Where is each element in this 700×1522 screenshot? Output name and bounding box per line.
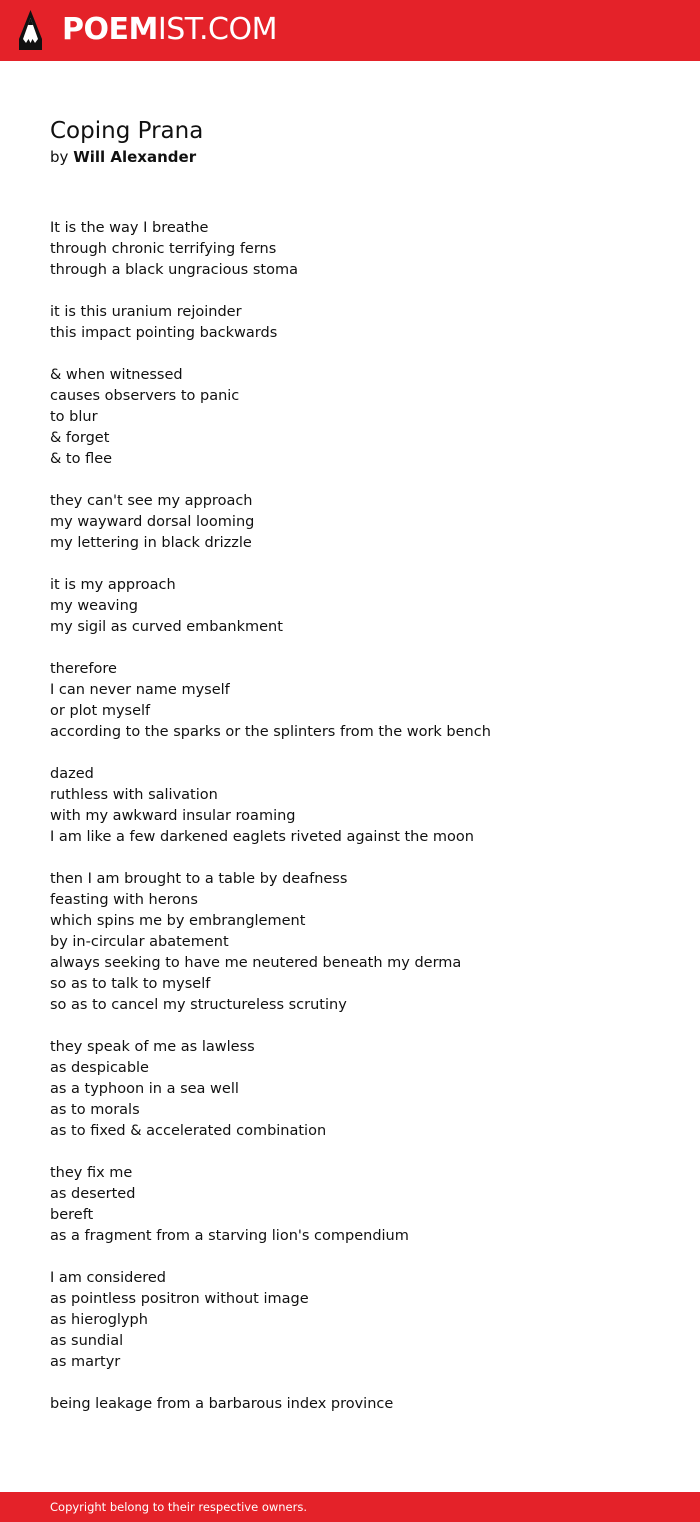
byline — [50, 146, 670, 168]
poem-line: they speak of me as lawless — [50, 1039, 255, 1055]
site-footer — [0, 1492, 700, 1522]
poem-line: or plot myself — [50, 703, 151, 719]
site-logo-text[interactable] — [62, 10, 277, 50]
site-header — [0, 0, 700, 61]
poem-line: ruthless with salivation — [50, 787, 218, 803]
stanza — [50, 1163, 670, 1247]
poem-line: with my awkward insular roaming — [50, 808, 296, 824]
stanza — [50, 1268, 670, 1373]
poem-line: they fix me — [50, 1165, 133, 1181]
brand-bold: POEM — [62, 12, 158, 47]
stanza — [50, 491, 670, 554]
poem-line: as hieroglyph — [50, 1312, 148, 1328]
poem-line: which spins me by embranglement — [50, 913, 306, 929]
poem-line: I am like a few darkened eaglets riveted against the moon — [50, 829, 474, 845]
stanza — [50, 1037, 670, 1142]
poem-body — [50, 218, 670, 1415]
poem-line: feasting with herons — [50, 892, 198, 908]
poem-line: my lettering in black drizzle — [50, 535, 252, 551]
poem-line: causes observers to panic — [50, 388, 240, 404]
poem-line: my wayward dorsal looming — [50, 514, 255, 530]
stanza — [50, 869, 670, 1016]
poem-line: so as to cancel my structureless scrutiny — [50, 997, 347, 1013]
poem-title: Coping Prana — [50, 118, 204, 144]
poem-line: this impact pointing backwards — [50, 325, 278, 341]
poem-line: according to the sparks or the splinters from the work bench — [50, 724, 491, 740]
stanza — [50, 365, 670, 470]
poem-line: as despicable — [50, 1060, 149, 1076]
poem-line: by in-circular abatement — [50, 934, 229, 950]
poem-line: & forget — [50, 430, 110, 446]
poem-line: so as to talk to myself — [50, 976, 211, 992]
poem-line: as a typhoon in a sea well — [50, 1081, 239, 1097]
poem-line: to blur — [50, 409, 98, 425]
poem-content — [50, 116, 670, 1436]
poem-line: as a fragment from a starving lion's compendium — [50, 1228, 409, 1244]
poem-line: it is this uranium rejoinder — [50, 304, 242, 320]
poem-line: I am considered — [50, 1270, 167, 1286]
poem-line: it is my approach — [50, 577, 176, 593]
poem-line: therefore — [50, 661, 117, 677]
poem-line: through a black ungracious stoma — [50, 262, 298, 278]
poem-line: my sigil as curved embankment — [50, 619, 283, 635]
poem-line: my weaving — [50, 598, 138, 614]
author-name[interactable]: Will Alexander — [73, 148, 197, 166]
poem-line: as deserted — [50, 1186, 136, 1202]
poem-line: It is the way I breathe — [50, 220, 209, 236]
poem-line: & when witnessed — [50, 367, 183, 383]
poem-line: & to flee — [50, 451, 113, 467]
stanza — [50, 302, 670, 344]
poem-line: I can never name myself — [50, 682, 230, 698]
poem-line: through chronic terrifying ferns — [50, 241, 277, 257]
by-label: by — [50, 148, 69, 166]
poem-line: always seeking to have me neutered beneath my derma — [50, 955, 462, 971]
stanza — [50, 218, 670, 281]
poem-line: as sundial — [50, 1333, 124, 1349]
stanza — [50, 575, 670, 638]
poem-line: as to fixed & accelerated combination — [50, 1123, 327, 1139]
poem-line: as to morals — [50, 1102, 140, 1118]
stanza — [50, 1394, 670, 1415]
stanza — [50, 764, 670, 848]
poem-line: as martyr — [50, 1354, 121, 1370]
poem-line: as pointless positron without image — [50, 1291, 309, 1307]
poem-line: dazed — [50, 766, 94, 782]
poem-line: being leakage from a barbarous index province — [50, 1396, 394, 1412]
poem-line: bereft — [50, 1207, 94, 1223]
stanza — [50, 659, 670, 743]
pencil-tip-icon[interactable] — [18, 9, 43, 51]
brand-light: IST.COM — [157, 12, 277, 47]
poem-line: then I am brought to a table by deafness — [50, 871, 348, 887]
poem-line: they can't see my approach — [50, 493, 253, 509]
copyright-text: Copyright belong to their respective owners. — [50, 1500, 308, 1514]
